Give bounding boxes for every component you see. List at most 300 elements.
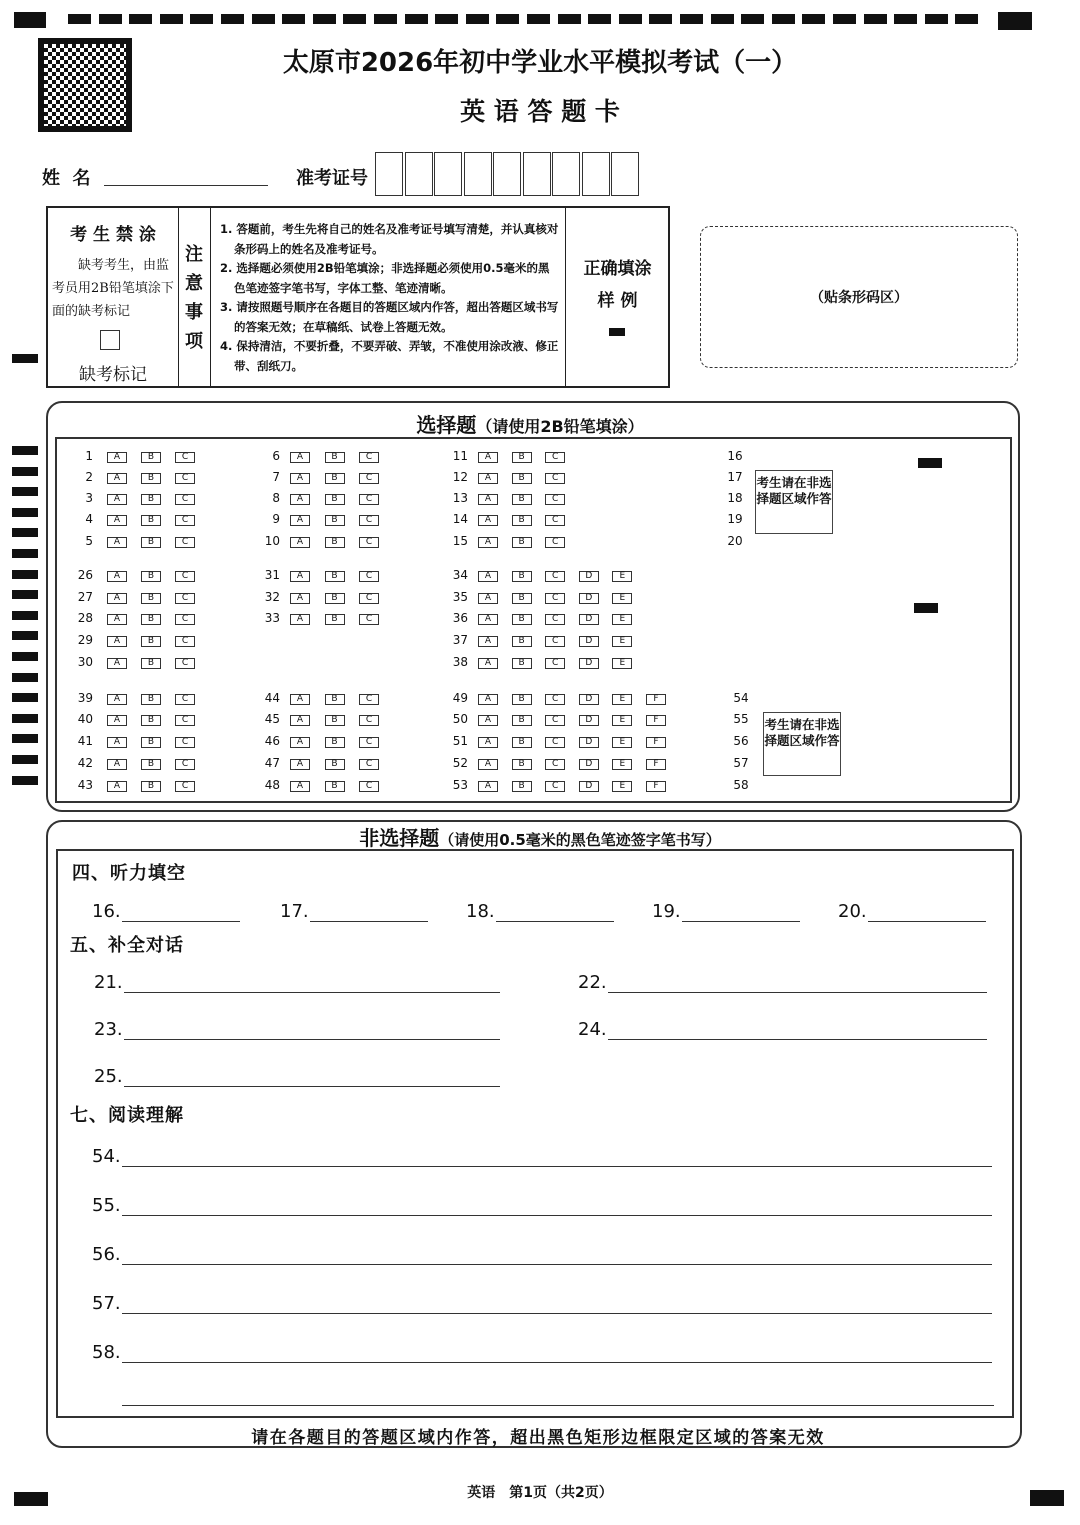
option-bubble-f[interactable]: F [646, 781, 666, 792]
boundary-warning: 请在各题目的答题区域内作答，超出黑色矩形边框限定区域的答案无效 [251, 1428, 825, 1448]
option-bubble-b[interactable]: B [512, 759, 532, 770]
option-bubble-a[interactable]: A [478, 494, 498, 505]
notes-title-char: 项 [185, 331, 203, 352]
question-label: 25. [94, 1066, 123, 1087]
question-number: 48 [264, 778, 280, 792]
option-bubble-e[interactable]: E [612, 715, 632, 726]
skip-note-1: 考生请在非选择题区域作答 [755, 470, 833, 534]
question-number: 30 [77, 655, 93, 669]
option-bubble-f[interactable]: F [646, 759, 666, 770]
answer-line[interactable] [868, 921, 986, 922]
answer-line[interactable] [122, 1215, 992, 1216]
note-item: 1. 答题前，考生先将自己的姓名及准考证号填写清楚，并认真核对条形码上的姓名及准考证号。 [220, 222, 559, 256]
option-bubble-c[interactable]: C [175, 636, 195, 647]
note-item: 2. 选择题必须使用2B铅笔填涂；非选择题必须使用0.5毫米的黑色笔迹签字笔书写，字体工整、笔迹清晰。 [220, 261, 550, 295]
option-bubble-a[interactable]: A [290, 781, 310, 792]
question-number: 1 [85, 449, 93, 463]
option-bubble-b[interactable]: B [325, 715, 345, 726]
question-number: 9 [272, 512, 280, 526]
option-bubble-a[interactable]: A [107, 715, 127, 726]
option-bubble-b[interactable]: B [141, 571, 161, 582]
question-number: 26 [77, 568, 93, 582]
answer-line[interactable] [122, 1264, 992, 1265]
option-bubble-c[interactable]: C [175, 614, 195, 625]
timing-mark [374, 14, 397, 24]
option-bubble-c[interactable]: C [545, 494, 565, 505]
answer-line[interactable] [124, 1086, 500, 1087]
option-bubble-c[interactable]: C [545, 473, 565, 484]
option-bubble-f[interactable]: F [646, 737, 666, 748]
exam-title: 太原市2026年初中学业水平模拟考试（一） [282, 48, 798, 78]
option-bubble-e[interactable]: E [612, 737, 632, 748]
question-number: 49 [452, 691, 468, 705]
option-bubble-e[interactable]: E [612, 781, 632, 792]
option-bubble-b[interactable]: B [141, 759, 161, 770]
timing-mark [129, 14, 152, 24]
option-bubble-b[interactable]: B [325, 614, 345, 625]
option-bubble-b[interactable]: B [141, 694, 161, 705]
absent-checkbox[interactable] [100, 330, 120, 350]
timing-mark [772, 14, 795, 24]
option-bubble-f[interactable]: F [646, 715, 666, 726]
exam-id-digit-box[interactable] [611, 152, 639, 196]
option-bubble-b[interactable]: B [512, 515, 532, 526]
option-bubble-a[interactable]: A [107, 759, 127, 770]
option-bubble-a[interactable]: A [478, 759, 498, 770]
option-bubble-c[interactable]: C [175, 658, 195, 669]
option-bubble-a[interactable]: A [478, 571, 498, 582]
exam-id-digit-box[interactable] [582, 152, 610, 196]
option-bubble-b[interactable]: B [141, 715, 161, 726]
option-bubble-a[interactable]: A [478, 737, 498, 748]
option-bubble-b[interactable]: B [325, 494, 345, 505]
option-bubble-b[interactable]: B [325, 537, 345, 548]
option-bubble-c[interactable]: C [359, 571, 379, 582]
question-number: 43 [77, 778, 93, 792]
timing-mark [190, 14, 213, 24]
option-bubble-a[interactable]: A [290, 737, 310, 748]
question-label: 18. [466, 901, 495, 922]
option-bubble-c[interactable]: C [175, 781, 195, 792]
option-bubble-c[interactable]: C [545, 537, 565, 548]
choice-title-note: （请使用2B铅笔填涂） [476, 417, 644, 436]
option-bubble-d[interactable]: D [579, 658, 599, 669]
answer-line[interactable] [122, 1313, 992, 1314]
option-bubble-a[interactable]: A [107, 593, 127, 604]
exam-id-digit-box[interactable] [375, 152, 403, 196]
option-bubble-a[interactable]: A [290, 515, 310, 526]
question-number: 35 [452, 590, 468, 604]
barcode-area [700, 226, 1018, 368]
option-bubble-a[interactable]: A [107, 636, 127, 647]
option-bubble-b[interactable]: B [325, 759, 345, 770]
note-item: 3. 请按照题号顺序在各题目的答题区域内作答，超出答题区域书写的答案无效；在草稿纸、试卷上答题无效。 [220, 300, 559, 334]
timing-mark [12, 467, 38, 476]
option-bubble-e[interactable]: E [612, 636, 632, 647]
nonchoice-title-text: 非选择题 [359, 826, 440, 850]
option-bubble-a[interactable]: A [290, 715, 310, 726]
notes-title-char: 事 [185, 302, 203, 323]
option-bubble-c[interactable]: C [545, 515, 565, 526]
timing-mark [12, 528, 38, 537]
option-bubble-b[interactable]: B [325, 515, 345, 526]
option-bubble-c[interactable]: C [359, 715, 379, 726]
option-bubble-c[interactable]: C [359, 473, 379, 484]
answer-line[interactable] [608, 1039, 987, 1040]
nonchoice-title [0, 822, 1080, 851]
answer-line[interactable] [124, 992, 500, 993]
option-bubble-c[interactable]: C [545, 694, 565, 705]
option-bubble-b[interactable]: B [141, 593, 161, 604]
option-bubble-a[interactable]: A [478, 452, 498, 463]
option-bubble-d[interactable]: D [579, 694, 599, 705]
question-label: 56. [92, 1244, 121, 1265]
option-bubble-d[interactable]: D [579, 593, 599, 604]
corner-mark [14, 12, 46, 28]
absent-label: 缺考标记 [79, 365, 147, 385]
question-number: 32 [264, 590, 280, 604]
timing-mark [588, 14, 611, 24]
barcode-label: （贴条形码区） [810, 290, 908, 306]
option-bubble-c[interactable]: C [175, 494, 195, 505]
skipped-question-number: 55 [733, 712, 749, 726]
question-number: 46 [264, 734, 280, 748]
note-item: 4. 保持清洁，不要折叠，不要弄破、弄皱，不准使用涂改液、修正带、刮纸刀。 [220, 339, 559, 373]
option-bubble-b[interactable]: B [325, 694, 345, 705]
option-bubble-b[interactable]: B [141, 658, 161, 669]
answer-line[interactable] [496, 921, 614, 922]
timing-mark [12, 487, 38, 496]
timing-mark [955, 14, 978, 24]
option-bubble-a[interactable]: A [290, 473, 310, 484]
option-bubble-a[interactable]: A [107, 737, 127, 748]
question-number: 14 [452, 512, 468, 526]
option-bubble-a[interactable]: A [107, 537, 127, 548]
option-bubble-b[interactable]: B [512, 715, 532, 726]
option-bubble-c[interactable]: C [359, 537, 379, 548]
timing-mark [12, 446, 38, 455]
question-number: 27 [77, 590, 93, 604]
option-bubble-b[interactable]: B [512, 737, 532, 748]
timing-mark [649, 14, 672, 24]
option-bubble-e[interactable]: E [612, 658, 632, 669]
answer-line[interactable] [124, 1039, 500, 1040]
question-number: 5 [85, 534, 93, 548]
option-bubble-a[interactable]: A [478, 658, 498, 669]
question-number: 33 [264, 611, 280, 625]
skipped-question-number: 17 [727, 470, 743, 484]
question-number: 50 [452, 712, 468, 726]
option-bubble-b[interactable]: B [512, 571, 532, 582]
option-bubble-c[interactable]: C [545, 614, 565, 625]
option-bubble-c[interactable]: C [545, 715, 565, 726]
option-bubble-b[interactable]: B [512, 781, 532, 792]
option-bubble-d[interactable]: D [579, 614, 599, 625]
option-bubble-b[interactable]: B [512, 494, 532, 505]
option-bubble-c[interactable]: C [359, 593, 379, 604]
option-bubble-a[interactable]: A [478, 781, 498, 792]
position-mark [914, 603, 938, 613]
option-bubble-b[interactable]: B [141, 473, 161, 484]
timing-mark [741, 14, 764, 24]
nonchoice-title-note: （请使用0.5毫米的黑色笔迹签字笔书写） [439, 831, 721, 849]
timing-mark [12, 631, 38, 640]
timing-mark [12, 693, 38, 702]
option-bubble-c[interactable]: C [175, 537, 195, 548]
option-bubble-a[interactable]: A [290, 694, 310, 705]
skipped-question-number: 16 [727, 449, 743, 463]
answer-line[interactable] [608, 992, 987, 993]
timing-mark [12, 652, 38, 661]
timing-mark [252, 14, 275, 24]
answer-line[interactable] [122, 921, 240, 922]
name-field[interactable] [104, 185, 268, 186]
option-bubble-b[interactable]: B [141, 636, 161, 647]
question-number: 53 [452, 778, 468, 792]
exam-id-digit-box[interactable] [523, 152, 551, 196]
question-number: 29 [77, 633, 93, 647]
option-bubble-b[interactable]: B [512, 452, 532, 463]
skipped-question-number: 58 [733, 778, 749, 792]
option-bubble-a[interactable]: A [478, 694, 498, 705]
skipped-question-number: 54 [733, 691, 749, 705]
question-number: 51 [452, 734, 468, 748]
option-bubble-b[interactable]: B [325, 473, 345, 484]
question-label: 19. [652, 901, 681, 922]
question-label: 55. [92, 1195, 121, 1216]
option-bubble-c[interactable]: C [545, 658, 565, 669]
notes-title-char: 注 [185, 244, 203, 265]
question-number: 4 [85, 512, 93, 526]
exam-id-digit-box[interactable] [552, 152, 580, 196]
option-bubble-a[interactable]: A [290, 571, 310, 582]
option-bubble-d[interactable]: D [579, 571, 599, 582]
option-bubble-b[interactable]: B [141, 737, 161, 748]
option-bubble-c[interactable]: C [545, 571, 565, 582]
timing-mark [12, 673, 38, 682]
option-bubble-c[interactable]: C [359, 452, 379, 463]
option-bubble-b[interactable]: B [141, 614, 161, 625]
option-bubble-e[interactable]: E [612, 593, 632, 604]
option-bubble-a[interactable]: A [478, 515, 498, 526]
question-number: 40 [77, 712, 93, 726]
option-bubble-d[interactable]: D [579, 636, 599, 647]
option-bubble-d[interactable]: D [579, 737, 599, 748]
notice-table [46, 206, 670, 388]
exam-id-digit-box[interactable] [464, 152, 492, 196]
timing-mark [435, 14, 458, 24]
choice-title [0, 409, 1060, 438]
option-bubble-a[interactable]: A [290, 593, 310, 604]
timing-mark [864, 14, 887, 24]
option-bubble-a[interactable]: A [107, 452, 127, 463]
option-bubble-c[interactable]: C [545, 593, 565, 604]
option-bubble-c[interactable]: C [359, 737, 379, 748]
option-bubble-b[interactable]: B [512, 614, 532, 625]
option-bubble-c[interactable]: C [175, 715, 195, 726]
option-bubble-e[interactable]: E [612, 759, 632, 770]
timing-mark [527, 14, 550, 24]
question-label: 23. [94, 1019, 123, 1040]
timing-mark [12, 549, 38, 558]
option-bubble-b[interactable]: B [141, 494, 161, 505]
question-number: 34 [452, 568, 468, 582]
option-bubble-c[interactable]: C [175, 571, 195, 582]
timing-mark [343, 14, 366, 24]
sample-sub: 样 例 [597, 291, 638, 311]
option-bubble-b[interactable]: B [325, 571, 345, 582]
option-bubble-c[interactable]: C [545, 452, 565, 463]
option-bubble-b[interactable]: B [512, 537, 532, 548]
timing-mark [221, 14, 244, 24]
option-bubble-a[interactable]: A [478, 593, 498, 604]
question-label: 54. [92, 1146, 121, 1167]
question-number: 52 [452, 756, 468, 770]
exam-id-digit-box[interactable] [434, 152, 462, 196]
sample-title: 正确填涂 [583, 259, 652, 279]
timing-mark [833, 14, 856, 24]
option-bubble-c[interactable]: C [545, 636, 565, 647]
option-bubble-a[interactable]: A [107, 658, 127, 669]
timing-mark [466, 14, 489, 24]
option-bubble-a[interactable]: A [107, 494, 127, 505]
option-bubble-a[interactable]: A [107, 614, 127, 625]
option-bubble-c[interactable]: C [359, 694, 379, 705]
option-bubble-b[interactable]: B [141, 781, 161, 792]
answer-line[interactable] [682, 921, 800, 922]
timing-mark [12, 354, 38, 363]
timing-mark [405, 14, 428, 24]
option-bubble-a[interactable]: A [107, 694, 127, 705]
timing-mark [12, 714, 38, 723]
timing-mark [12, 508, 38, 517]
option-bubble-b[interactable]: B [141, 537, 161, 548]
option-bubble-a[interactable]: A [290, 759, 310, 770]
skipped-question-number: 19 [727, 512, 743, 526]
notes-title [178, 240, 210, 356]
option-bubble-c[interactable]: C [545, 737, 565, 748]
option-bubble-c[interactable]: C [359, 494, 379, 505]
option-bubble-e[interactable]: E [612, 694, 632, 705]
question-number: 38 [452, 655, 468, 669]
option-bubble-c[interactable]: C [175, 694, 195, 705]
question-number: 28 [77, 611, 93, 625]
option-bubble-c[interactable]: C [359, 614, 379, 625]
option-bubble-c[interactable]: C [359, 781, 379, 792]
question-number: 36 [452, 611, 468, 625]
option-bubble-b[interactable]: B [512, 658, 532, 669]
option-bubble-b[interactable]: B [325, 781, 345, 792]
option-bubble-b[interactable]: B [512, 473, 532, 484]
option-bubble-a[interactable]: A [478, 614, 498, 625]
question-number: 39 [77, 691, 93, 705]
option-bubble-a[interactable]: A [107, 781, 127, 792]
option-bubble-b[interactable]: B [325, 593, 345, 604]
option-bubble-e[interactable]: E [612, 571, 632, 582]
option-bubble-c[interactable]: C [175, 473, 195, 484]
question-number: 41 [77, 734, 93, 748]
option-bubble-c[interactable]: C [545, 781, 565, 792]
option-bubble-a[interactable]: A [290, 614, 310, 625]
question-number: 31 [264, 568, 280, 582]
option-bubble-c[interactable]: C [359, 759, 379, 770]
option-bubble-b[interactable]: B [141, 515, 161, 526]
option-bubble-b[interactable]: B [141, 452, 161, 463]
option-bubble-d[interactable]: D [579, 715, 599, 726]
answer-line[interactable] [122, 1362, 992, 1363]
option-bubble-b[interactable]: B [512, 636, 532, 647]
option-bubble-a[interactable]: A [478, 473, 498, 484]
timing-mark [12, 734, 38, 743]
option-bubble-f[interactable]: F [646, 694, 666, 705]
option-bubble-c[interactable]: C [175, 452, 195, 463]
option-bubble-c[interactable]: C [175, 737, 195, 748]
option-bubble-a[interactable]: A [478, 636, 498, 647]
option-bubble-b[interactable]: B [325, 737, 345, 748]
option-bubble-c[interactable]: C [175, 759, 195, 770]
question-number: 12 [452, 470, 468, 484]
timing-mark [619, 14, 642, 24]
notes-list [220, 220, 560, 376]
nonchoice-inner-box [56, 849, 1014, 1418]
option-bubble-b[interactable]: B [512, 694, 532, 705]
exam-id-digit-box[interactable] [493, 152, 521, 196]
exam-id-digit-box[interactable] [405, 152, 433, 196]
option-bubble-a[interactable]: A [107, 515, 127, 526]
question-number: 3 [85, 491, 93, 505]
choice-title-text: 选择题 [416, 413, 477, 437]
option-bubble-d[interactable]: D [579, 781, 599, 792]
answer-line-extra[interactable] [122, 1405, 994, 1406]
skipped-question-number: 18 [727, 491, 743, 505]
timing-mark [99, 14, 122, 24]
exam-id-label: 准考证号 [296, 168, 368, 189]
option-bubble-e[interactable]: E [612, 614, 632, 625]
option-bubble-a[interactable]: A [478, 715, 498, 726]
notes-title-char: 意 [185, 273, 203, 294]
option-bubble-b[interactable]: B [512, 593, 532, 604]
option-bubble-d[interactable]: D [579, 759, 599, 770]
option-bubble-a[interactable]: A [107, 473, 127, 484]
option-bubble-a[interactable]: A [107, 571, 127, 582]
skipped-question-number: 20 [727, 534, 743, 548]
timing-mark [12, 755, 38, 764]
option-bubble-c[interactable]: C [175, 593, 195, 604]
timing-mark [680, 14, 703, 24]
option-bubble-a[interactable]: A [290, 494, 310, 505]
timing-mark [282, 14, 305, 24]
option-bubble-c[interactable]: C [359, 515, 379, 526]
option-bubble-a[interactable]: A [290, 452, 310, 463]
option-bubble-c[interactable]: C [545, 759, 565, 770]
section-dialogue: 五、补全对话 [70, 935, 184, 956]
option-bubble-a[interactable]: A [478, 537, 498, 548]
question-label: 20. [838, 901, 867, 922]
option-bubble-c[interactable]: C [175, 515, 195, 526]
timing-mark [925, 14, 948, 24]
question-number: 42 [77, 756, 93, 770]
question-label: 58. [92, 1342, 121, 1363]
absent-text: 缺考考生，由监考员用2B铅笔填涂下面的缺考标记 [52, 258, 174, 319]
answer-line[interactable] [122, 1166, 992, 1167]
option-bubble-a[interactable]: A [290, 537, 310, 548]
skip-note-2: 考生请在非选择题区域作答 [763, 712, 841, 776]
question-number: 15 [452, 534, 468, 548]
option-bubble-b[interactable]: B [325, 452, 345, 463]
answer-line[interactable] [310, 921, 428, 922]
question-number: 8 [272, 491, 280, 505]
timing-mark [160, 14, 183, 24]
